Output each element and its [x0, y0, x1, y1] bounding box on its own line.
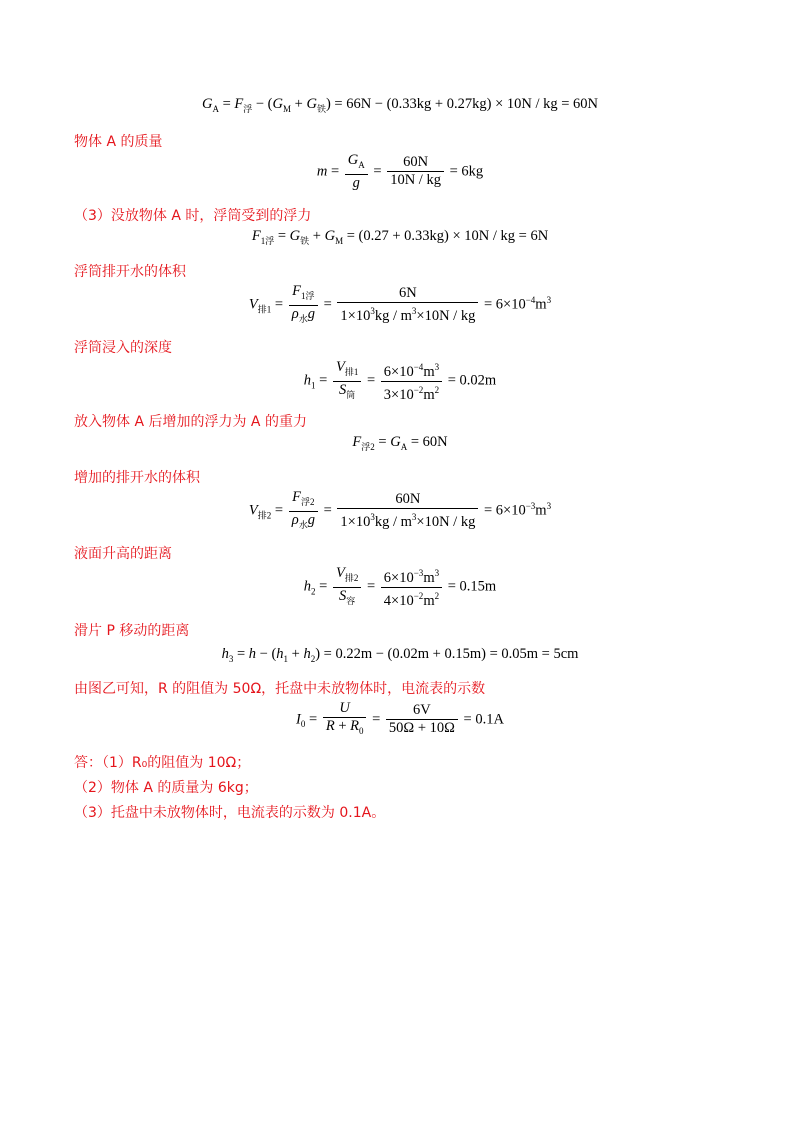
equation-2: m = $\frac{G_A}{g}$ = $\frac{60N}{10N / kg}$ = 6kg: [316, 152, 484, 191]
text-mass-heading: 物体 A 的质量: [74, 134, 163, 150]
equation-7: $V_{排2}$ = $\frac{F_{浮2}}{\rho_水g}$ = $\frac{60N}{1\times 10^3kg / m^3\times 10N / kg}$ = $6\times 10^{-3}m^3$: [248, 489, 552, 531]
text-current-heading: 由图乙可知，R 的阻值为 50Ω，托盘中未放物体时，电流表的示数: [74, 681, 486, 697]
text-slider-heading: 滑片 P 移动的距离: [74, 623, 190, 639]
answer-2: （2）物体 A 的质量为 6kg；: [74, 780, 258, 796]
text-rise-heading: 液面升高的距离: [74, 546, 172, 562]
answer-3: （3）托盘中未放物体时，电流表的示数为 0.1A。: [74, 805, 386, 821]
equation-6: $F_{浮2} = G_A = 60N$: [352, 434, 448, 452]
equation-8: $h_2$ = $\frac{V_{排2}}{S_容}$ = $\frac{6\times 10^{-3}m^3}{4\times 10^{-2}m^2}$ = 0.15m: [303, 565, 497, 609]
equation-10: $I_0$ = $\frac{U}{R + R_0}$ = $\frac{6V}{50\Omega + 10\Omega}$ = 0.1A: [296, 700, 504, 737]
equation-4: $V_{排1}$ = $\frac{F_{1浮}}{\rho_水g}$ = $\frac{6N}{1\times 10^3kg / m^3\times 10N / kg}$ = $6\times 10^{-4}m^3$: [248, 283, 552, 325]
text-volume-heading: 浮筒排开水的体积: [74, 264, 186, 280]
equation-3: $F_{1浮} = G_铁 + G_M = (0.27 + 0.33kg) \times 10N$ / kg = 6N: [251, 228, 549, 246]
equation-5: $h_1$ = $\frac{V_{排1}}{S_筒}$ = $\frac{6\times 10^{-4}m^3}{3\times 10^{-2}m^2}$ = 0.02m: [303, 359, 497, 403]
text-added-buoyancy-heading: 放入物体 A 后增加的浮力为 A 的重力: [74, 414, 307, 430]
equation-1: $G_A = F_浮 - (G_M + G_铁) = 66N - (0.33kg + 0.27kg) \times 10N$ / kg = 60N: [201, 96, 599, 114]
text-added-volume-heading: 增加的排开水的体积: [74, 470, 200, 486]
equation-9: $h_3 = h - (h_1 + h_2) = 0.22m - (0.02m + 0.15m) = 0.05m = 5cm$: [221, 646, 579, 664]
text-depth-heading: 浮筒浸入的深度: [74, 340, 172, 356]
text-buoyancy-heading: （3）没放物体 A 时，浮筒受到的浮力: [74, 208, 312, 224]
answer-1: 答：（1）R₀的阻值为 10Ω；: [74, 755, 251, 771]
